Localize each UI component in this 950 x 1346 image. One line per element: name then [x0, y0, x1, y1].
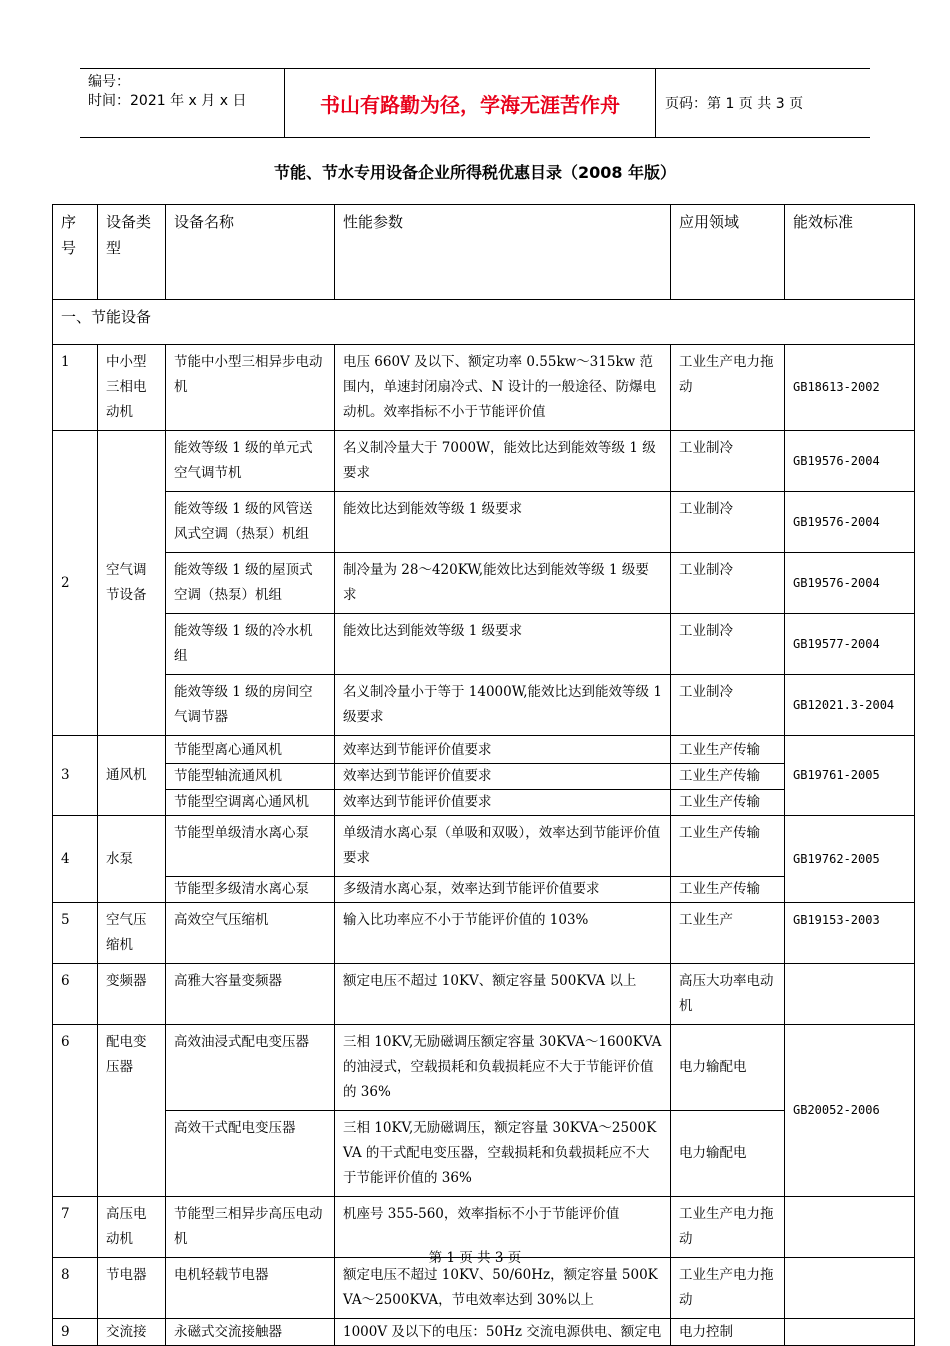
- cell-standard: GB19576-2004: [785, 431, 915, 492]
- cell-params: 能效比达到能效等级 1 级要求: [335, 492, 671, 553]
- cell-params: 机座号 355-560，效率指标不小于节能评价值: [335, 1197, 671, 1258]
- cell-field: 工业生产电力拖动: [671, 1258, 785, 1319]
- table-header-row: [53, 205, 915, 300]
- cell-params: 三相 10KV,无励磁调压额定容量 30KVA～1600KVA 的油浸式，空载损耗和负载损耗应不大于节能评价值的 36%: [335, 1025, 671, 1111]
- cell-standard: GB18613-2002: [785, 345, 915, 431]
- cell-name: 能效等级 1 级的冷水机组: [166, 614, 335, 675]
- cell-field: 工业制冷: [671, 675, 785, 736]
- cell-params: 能效比达到能效等级 1 级要求: [335, 614, 671, 675]
- cell-number: 4: [53, 816, 98, 903]
- cell-standard: GB19761-2005: [785, 736, 915, 816]
- cell-params: 输入比功率应不小于节能评价值的 103%: [335, 903, 671, 964]
- cell-params: 效率达到节能评价值要求: [335, 764, 671, 790]
- cell-field: 工业生产传输: [671, 877, 785, 903]
- cell-params: 制冷量为 28～420KW,能效比达到能效等级 1 级要求: [335, 553, 671, 614]
- cell-type: 空气压缩机: [98, 903, 166, 964]
- table-row: [53, 675, 915, 736]
- cell-type: 交流接: [98, 1319, 166, 1346]
- col-header-params: 性能参数: [335, 205, 671, 300]
- document-title: 节能、节水专用设备企业所得税优惠目录（2008 年版）: [273, 163, 677, 182]
- section-row: [53, 300, 915, 345]
- cell-name: 节能型空调离心通风机: [166, 790, 335, 816]
- cell-name: 节能中小型三相异步电动机: [166, 345, 335, 431]
- cell-name: 节能型轴流通风机: [166, 764, 335, 790]
- cell-name: 能效等级 1 级的屋顶式空调（热泵）机组: [166, 553, 335, 614]
- table-row: [53, 614, 915, 675]
- cell-type: 变频器: [98, 964, 166, 1025]
- cell-type: 通风机: [98, 736, 166, 816]
- cell-name: 电机轻载节电器: [166, 1258, 335, 1319]
- cell-number: 6: [53, 964, 98, 1025]
- cell-type: 配电变压器: [98, 1025, 166, 1197]
- cell-number: 3: [53, 736, 98, 816]
- cell-name: 永磁式交流接触器: [166, 1319, 335, 1346]
- cell-field: 工业生产电力拖动: [671, 1197, 785, 1258]
- cell-standard: GB20052-2006: [785, 1025, 915, 1197]
- cell-field: 工业生产电力拖动: [671, 345, 785, 431]
- table-row: [53, 903, 915, 964]
- cell-standard: [785, 964, 915, 1025]
- cell-field: 工业生产传输: [671, 764, 785, 790]
- cell-number: 2: [53, 431, 98, 736]
- cell-type: 水泵: [98, 816, 166, 903]
- cell-field: 电力控制: [671, 1319, 785, 1346]
- cell-standard: GB12021.3-2004: [785, 675, 915, 736]
- cell-standard: GB19153-2003: [785, 903, 915, 964]
- cell-params: 额定电压不超过 10KV、50/60Hz，额定容量 500KVA～2500KVA，节电效率达到 30%以上: [335, 1258, 671, 1319]
- cell-standard: GB19576-2004: [785, 492, 915, 553]
- page-header: [80, 68, 870, 138]
- cell-type: 节电器: [98, 1258, 166, 1319]
- cell-name: 节能型多级清水离心泵: [166, 877, 335, 903]
- col-header-type: 设备类型: [98, 205, 166, 300]
- cell-field: 电力输配电: [671, 1111, 785, 1197]
- cell-params: 效率达到节能评价值要求: [335, 736, 671, 764]
- cell-number: 8: [53, 1258, 98, 1319]
- table-row: [53, 1319, 915, 1346]
- document-date-label: 时间：2021 年 x 月 x 日: [88, 93, 247, 109]
- table-row: [53, 345, 915, 431]
- cell-name: 节能型离心通风机: [166, 736, 335, 764]
- cell-params: 电压 660V 及以下、额定功率 0.55kw～315kw 范围内，单速封闭扇冷式、N 设计的一般途径、防爆电动机。效率指标不小于节能评价值: [335, 345, 671, 431]
- cell-params: 名义制冷量大于 7000W，能效比达到能效等级 1 级要求: [335, 431, 671, 492]
- cell-standard: [785, 1258, 915, 1319]
- col-header-number: 序号: [53, 205, 98, 300]
- table-row: [53, 1025, 915, 1111]
- cell-field: 高压大功率电动机: [671, 964, 785, 1025]
- cell-standard: GB19762-2005: [785, 816, 915, 903]
- equipment-catalog-table: [52, 204, 915, 1346]
- cell-number: 9: [53, 1319, 98, 1346]
- cell-type: 中小型三相电动机: [98, 345, 166, 431]
- cell-name: 高效干式配电变压器: [166, 1111, 335, 1197]
- table-row: [53, 1258, 915, 1319]
- table-row: [53, 492, 915, 553]
- cell-name: 节能型单级清水离心泵: [166, 816, 335, 877]
- page-footer: 第 1 页 共 3 页: [428, 1250, 522, 1266]
- cell-standard: GB19576-2004: [785, 553, 915, 614]
- col-header-standard: 能效标准: [785, 205, 915, 300]
- cell-field: 工业制冷: [671, 431, 785, 492]
- cell-field: 工业生产: [671, 903, 785, 964]
- cell-name: 高雅大容量变频器: [166, 964, 335, 1025]
- table-row: [53, 431, 915, 492]
- cell-field: 工业生产传输: [671, 790, 785, 816]
- col-header-field: 应用领域: [671, 205, 785, 300]
- cell-field: 电力输配电: [671, 1025, 785, 1111]
- cell-standard: GB19577-2004: [785, 614, 915, 675]
- cell-number: 5: [53, 903, 98, 964]
- cell-type: 高压电动机: [98, 1197, 166, 1258]
- cell-field: 工业生产传输: [671, 816, 785, 877]
- cell-field: 工业生产传输: [671, 736, 785, 764]
- header-page-info: 页码：第 1 页 共 3 页: [665, 96, 804, 112]
- table-row: [53, 816, 915, 877]
- cell-number: 7: [53, 1197, 98, 1258]
- col-header-name: 设备名称: [166, 205, 335, 300]
- cell-name: 能效等级 1 级的房间空气调节器: [166, 675, 335, 736]
- cell-name: 节能型三相异步高压电动机: [166, 1197, 335, 1258]
- cell-field: 工业制冷: [671, 492, 785, 553]
- cell-params: 单级清水离心泵（单吸和双吸），效率达到节能评价值要求: [335, 816, 671, 877]
- cell-type: 空气调节设备: [98, 431, 166, 736]
- document-number-label: 编号：: [88, 74, 130, 90]
- table-row: [53, 736, 915, 764]
- cell-name: 高效空气压缩机: [166, 903, 335, 964]
- header-meta: [88, 73, 284, 111]
- cell-params: 名义制冷量小于等于 14000W,能效比达到能效等级 1 级要求: [335, 675, 671, 736]
- table-row: [53, 553, 915, 614]
- cell-name: 能效等级 1 级的风管送风式空调（热泵）机组: [166, 492, 335, 553]
- cell-params: 三相 10KV,无励磁调压，额定容量 30KVA～2500KVA 的干式配电变压器，空载损耗和负载损耗应不大于节能评价值的 36%: [335, 1111, 671, 1197]
- header-motto: 书山有路勤为径，学海无涯苦作舟: [284, 69, 656, 137]
- cell-params: 1000V 及以下的电压：50Hz 交流电源供电、额定电: [335, 1319, 671, 1346]
- cell-standard: [785, 1319, 915, 1346]
- cell-name: 能效等级 1 级的单元式空气调节机: [166, 431, 335, 492]
- cell-params: 额定电压不超过 10KV、额定容量 500KVA 以上: [335, 964, 671, 1025]
- cell-field: 工业制冷: [671, 553, 785, 614]
- section-title: 一、节能设备: [53, 300, 915, 345]
- cell-name: 高效油浸式配电变压器: [166, 1025, 335, 1111]
- cell-number: 6: [53, 1025, 98, 1197]
- cell-params: 效率达到节能评价值要求: [335, 790, 671, 816]
- table-row: [53, 964, 915, 1025]
- cell-params: 多级清水离心泵，效率达到节能评价值要求: [335, 877, 671, 903]
- cell-field: 工业制冷: [671, 614, 785, 675]
- cell-number: 1: [53, 345, 98, 431]
